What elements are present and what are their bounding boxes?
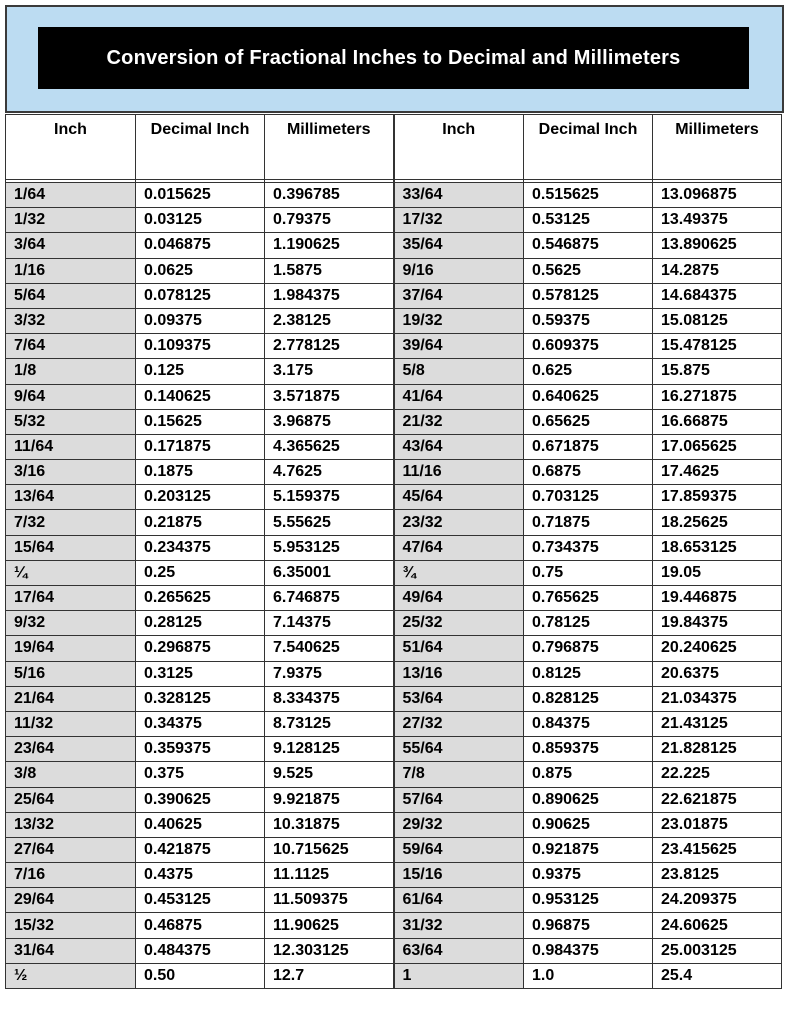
left-mm-cell: 0.79375: [265, 208, 394, 233]
right-inch-cell: 1: [394, 963, 524, 988]
right-decimal-cell: 0.671875: [524, 434, 653, 459]
right-decimal-cell: 0.640625: [524, 384, 653, 409]
left-decimal-cell: 0.09375: [136, 308, 265, 333]
left-mm-cell: 8.73125: [265, 711, 394, 736]
left-inch-cell: 1/64: [6, 183, 136, 208]
right-mm-cell: 25.003125: [653, 938, 782, 963]
left-mm-cell: 12.7: [265, 963, 394, 988]
right-decimal-cell: 0.609375: [524, 334, 653, 359]
left-inch-cell: 9/32: [6, 611, 136, 636]
left-inch-cell: 19/64: [6, 636, 136, 661]
right-mm-cell: 13.49375: [653, 208, 782, 233]
right-inch-cell: 21/32: [394, 409, 524, 434]
left-inch-cell: 11/32: [6, 711, 136, 736]
right-decimal-cell: 1.0: [524, 963, 653, 988]
table-row: [6, 409, 782, 434]
right-inch-cell: 51/64: [394, 636, 524, 661]
left-inch-cell: 9/64: [6, 384, 136, 409]
left-decimal-cell: 0.328125: [136, 686, 265, 711]
right-inch-cell: 61/64: [394, 888, 524, 913]
left-inch-cell: 15/64: [6, 535, 136, 560]
left-inch-cell: 7/16: [6, 863, 136, 888]
table-row: [6, 535, 782, 560]
left-inch-cell: 5/32: [6, 409, 136, 434]
left-mm-cell: 9.128125: [265, 737, 394, 762]
right-mm-cell: 20.240625: [653, 636, 782, 661]
right-inch-cell: 33/64: [394, 183, 524, 208]
left-inch-cell: 31/64: [6, 938, 136, 963]
right-inch-cell: 5/8: [394, 359, 524, 384]
left-inch-cell: 3/32: [6, 308, 136, 333]
right-decimal-cell: 0.546875: [524, 233, 653, 258]
right-mm-cell: 14.2875: [653, 258, 782, 283]
right-decimal-cell: 0.5625: [524, 258, 653, 283]
table-row: [6, 434, 782, 459]
right-inch-cell: 11/16: [394, 460, 524, 485]
left-inch-cell: 13/32: [6, 812, 136, 837]
right-mm-cell: 13.890625: [653, 233, 782, 258]
right-decimal-cell: 0.84375: [524, 711, 653, 736]
table-row: [6, 636, 782, 661]
left-decimal-cell: 0.046875: [136, 233, 265, 258]
table-row: [6, 485, 782, 510]
table-row: [6, 737, 782, 762]
left-inch-cell: 7/32: [6, 510, 136, 535]
left-inch-cell: 15/32: [6, 913, 136, 938]
right-decimal-cell: 0.890625: [524, 787, 653, 812]
right-inch-cell: 35/64: [394, 233, 524, 258]
right-mm-cell: 14.684375: [653, 283, 782, 308]
right-decimal-cell: 0.625: [524, 359, 653, 384]
left-mm-cell: 7.9375: [265, 661, 394, 686]
left-mm-cell: 3.175: [265, 359, 394, 384]
left-mm-cell: 9.525: [265, 762, 394, 787]
table-row: [6, 913, 782, 938]
left-decimal-cell: 0.34375: [136, 711, 265, 736]
right-inch-cell: 57/64: [394, 787, 524, 812]
right-decimal-cell: 0.578125: [524, 283, 653, 308]
left-mm-cell: 3.571875: [265, 384, 394, 409]
header-row: [6, 115, 782, 180]
left-decimal-cell: 0.46875: [136, 913, 265, 938]
right-decimal-cell: 0.734375: [524, 535, 653, 560]
left-inch-cell: 29/64: [6, 888, 136, 913]
right-mm-cell: 21.43125: [653, 711, 782, 736]
right-mm-cell: 17.859375: [653, 485, 782, 510]
left-mm-cell: 3.96875: [265, 409, 394, 434]
right-mm-cell: 20.6375: [653, 661, 782, 686]
left-decimal-cell: 0.125: [136, 359, 265, 384]
table-row: [6, 208, 782, 233]
right-decimal-cell: 0.859375: [524, 737, 653, 762]
right-decimal-cell: 0.65625: [524, 409, 653, 434]
left-inch-cell: 5/16: [6, 661, 136, 686]
header-decimal-right: Decimal Inch: [524, 115, 653, 180]
left-decimal-cell: 0.0625: [136, 258, 265, 283]
table-row: [6, 963, 782, 988]
left-inch-cell: 3/8: [6, 762, 136, 787]
right-mm-cell: 22.225: [653, 762, 782, 787]
right-inch-cell: 7/8: [394, 762, 524, 787]
table-row: [6, 510, 782, 535]
left-inch-cell: 25/64: [6, 787, 136, 812]
left-mm-cell: 1.190625: [265, 233, 394, 258]
left-mm-cell: 5.953125: [265, 535, 394, 560]
right-mm-cell: 15.08125: [653, 308, 782, 333]
left-mm-cell: 11.1125: [265, 863, 394, 888]
table-row: [6, 611, 782, 636]
left-inch-cell: 1/8: [6, 359, 136, 384]
right-mm-cell: 16.271875: [653, 384, 782, 409]
right-inch-cell: 53/64: [394, 686, 524, 711]
right-decimal-cell: 0.9375: [524, 863, 653, 888]
right-inch-cell: 49/64: [394, 586, 524, 611]
left-decimal-cell: 0.171875: [136, 434, 265, 459]
left-inch-cell: 27/64: [6, 837, 136, 862]
right-decimal-cell: 0.921875: [524, 837, 653, 862]
right-inch-cell: 59/64: [394, 837, 524, 862]
left-inch-cell: 23/64: [6, 737, 136, 762]
left-inch-cell: 3/16: [6, 460, 136, 485]
left-decimal-cell: 0.50: [136, 963, 265, 988]
left-mm-cell: 11.90625: [265, 913, 394, 938]
left-decimal-cell: 0.25: [136, 560, 265, 585]
left-mm-cell: 11.509375: [265, 888, 394, 913]
left-mm-cell: 5.55625: [265, 510, 394, 535]
left-inch-cell: ¼: [6, 560, 136, 585]
left-mm-cell: 7.540625: [265, 636, 394, 661]
left-decimal-cell: 0.21875: [136, 510, 265, 535]
page-title: Conversion of Fractional Inches to Decimal and Millimeters: [38, 27, 749, 89]
header-inch-right: Inch: [394, 115, 524, 180]
right-mm-cell: 17.065625: [653, 434, 782, 459]
right-inch-cell: 45/64: [394, 485, 524, 510]
right-decimal-cell: 0.796875: [524, 636, 653, 661]
right-inch-cell: ¾: [394, 560, 524, 585]
right-mm-cell: 16.66875: [653, 409, 782, 434]
left-inch-cell: 7/64: [6, 334, 136, 359]
table-row: [6, 888, 782, 913]
conversion-table: [5, 114, 782, 989]
table-row: [6, 837, 782, 862]
right-decimal-cell: 0.515625: [524, 183, 653, 208]
left-decimal-cell: 0.03125: [136, 208, 265, 233]
right-mm-cell: 21.828125: [653, 737, 782, 762]
left-mm-cell: 2.38125: [265, 308, 394, 333]
table-row: [6, 938, 782, 963]
table-row: [6, 661, 782, 686]
right-decimal-cell: 0.90625: [524, 812, 653, 837]
table-row: [6, 233, 782, 258]
left-decimal-cell: 0.15625: [136, 409, 265, 434]
left-decimal-cell: 0.203125: [136, 485, 265, 510]
table-row: [6, 787, 782, 812]
left-decimal-cell: 0.015625: [136, 183, 265, 208]
right-inch-cell: 23/32: [394, 510, 524, 535]
left-inch-cell: 3/64: [6, 233, 136, 258]
table-row: [6, 183, 782, 208]
right-decimal-cell: 0.875: [524, 762, 653, 787]
left-decimal-cell: 0.28125: [136, 611, 265, 636]
left-decimal-cell: 0.421875: [136, 837, 265, 862]
left-mm-cell: 5.159375: [265, 485, 394, 510]
table-row: [6, 586, 782, 611]
right-mm-cell: 15.478125: [653, 334, 782, 359]
table-row: [6, 711, 782, 736]
header-inch-left: Inch: [6, 115, 136, 180]
left-decimal-cell: 0.296875: [136, 636, 265, 661]
right-inch-cell: 29/32: [394, 812, 524, 837]
table-row: [6, 258, 782, 283]
left-decimal-cell: 0.390625: [136, 787, 265, 812]
right-inch-cell: 15/16: [394, 863, 524, 888]
left-mm-cell: 2.778125: [265, 334, 394, 359]
left-inch-cell: 17/64: [6, 586, 136, 611]
right-inch-cell: 9/16: [394, 258, 524, 283]
right-inch-cell: 19/32: [394, 308, 524, 333]
right-decimal-cell: 0.703125: [524, 485, 653, 510]
left-mm-cell: 1.5875: [265, 258, 394, 283]
right-inch-cell: 47/64: [394, 535, 524, 560]
right-mm-cell: 23.01875: [653, 812, 782, 837]
right-inch-cell: 55/64: [394, 737, 524, 762]
right-decimal-cell: 0.59375: [524, 308, 653, 333]
right-mm-cell: 18.653125: [653, 535, 782, 560]
left-mm-cell: 4.7625: [265, 460, 394, 485]
right-decimal-cell: 0.96875: [524, 913, 653, 938]
table-row: [6, 308, 782, 333]
table-row: [6, 560, 782, 585]
right-decimal-cell: 0.71875: [524, 510, 653, 535]
right-inch-cell: 63/64: [394, 938, 524, 963]
header-mm-left: Millimeters: [265, 115, 394, 180]
table-body: [6, 180, 782, 989]
right-inch-cell: 13/16: [394, 661, 524, 686]
header-mm-right: Millimeters: [653, 115, 782, 180]
table-row: [6, 359, 782, 384]
right-decimal-cell: 0.765625: [524, 586, 653, 611]
right-mm-cell: 19.05: [653, 560, 782, 585]
table-row: [6, 686, 782, 711]
right-mm-cell: 15.875: [653, 359, 782, 384]
left-inch-cell: 1/16: [6, 258, 136, 283]
right-mm-cell: 18.25625: [653, 510, 782, 535]
right-mm-cell: 24.209375: [653, 888, 782, 913]
right-mm-cell: 19.446875: [653, 586, 782, 611]
right-inch-cell: 41/64: [394, 384, 524, 409]
left-decimal-cell: 0.453125: [136, 888, 265, 913]
right-decimal-cell: 0.953125: [524, 888, 653, 913]
left-decimal-cell: 0.140625: [136, 384, 265, 409]
left-decimal-cell: 0.375: [136, 762, 265, 787]
left-inch-cell: ½: [6, 963, 136, 988]
right-decimal-cell: 0.78125: [524, 611, 653, 636]
table-row: [6, 283, 782, 308]
left-mm-cell: 1.984375: [265, 283, 394, 308]
left-mm-cell: 10.31875: [265, 812, 394, 837]
right-decimal-cell: 0.75: [524, 560, 653, 585]
right-mm-cell: 17.4625: [653, 460, 782, 485]
left-decimal-cell: 0.484375: [136, 938, 265, 963]
right-decimal-cell: 0.53125: [524, 208, 653, 233]
table-row: [6, 762, 782, 787]
right-mm-cell: 24.60625: [653, 913, 782, 938]
left-mm-cell: 12.303125: [265, 938, 394, 963]
left-inch-cell: 13/64: [6, 485, 136, 510]
left-mm-cell: 0.396785: [265, 183, 394, 208]
right-inch-cell: 17/32: [394, 208, 524, 233]
left-inch-cell: 11/64: [6, 434, 136, 459]
left-decimal-cell: 0.234375: [136, 535, 265, 560]
right-mm-cell: 25.4: [653, 963, 782, 988]
right-mm-cell: 23.415625: [653, 837, 782, 862]
left-inch-cell: 1/32: [6, 208, 136, 233]
left-mm-cell: 10.715625: [265, 837, 394, 862]
right-inch-cell: 43/64: [394, 434, 524, 459]
left-decimal-cell: 0.109375: [136, 334, 265, 359]
right-mm-cell: 19.84375: [653, 611, 782, 636]
left-decimal-cell: 0.078125: [136, 283, 265, 308]
left-mm-cell: 7.14375: [265, 611, 394, 636]
left-mm-cell: 6.746875: [265, 586, 394, 611]
right-mm-cell: 23.8125: [653, 863, 782, 888]
right-mm-cell: 22.621875: [653, 787, 782, 812]
left-decimal-cell: 0.359375: [136, 737, 265, 762]
right-inch-cell: 31/32: [394, 913, 524, 938]
table-row: [6, 384, 782, 409]
right-inch-cell: 39/64: [394, 334, 524, 359]
right-decimal-cell: 0.828125: [524, 686, 653, 711]
left-inch-cell: 5/64: [6, 283, 136, 308]
right-inch-cell: 27/32: [394, 711, 524, 736]
right-mm-cell: 21.034375: [653, 686, 782, 711]
right-decimal-cell: 0.984375: [524, 938, 653, 963]
left-decimal-cell: 0.3125: [136, 661, 265, 686]
left-mm-cell: 9.921875: [265, 787, 394, 812]
left-mm-cell: 6.35001: [265, 560, 394, 585]
header-decimal-left: Decimal Inch: [136, 115, 265, 180]
right-mm-cell: 13.096875: [653, 183, 782, 208]
table-row: [6, 460, 782, 485]
left-decimal-cell: 0.265625: [136, 586, 265, 611]
title-banner: [5, 5, 784, 113]
right-inch-cell: 37/64: [394, 283, 524, 308]
right-decimal-cell: 0.6875: [524, 460, 653, 485]
right-decimal-cell: 0.8125: [524, 661, 653, 686]
right-inch-cell: 25/32: [394, 611, 524, 636]
left-decimal-cell: 0.4375: [136, 863, 265, 888]
left-inch-cell: 21/64: [6, 686, 136, 711]
table-row: [6, 334, 782, 359]
left-decimal-cell: 0.1875: [136, 460, 265, 485]
left-mm-cell: 8.334375: [265, 686, 394, 711]
table-row: [6, 863, 782, 888]
left-mm-cell: 4.365625: [265, 434, 394, 459]
left-decimal-cell: 0.40625: [136, 812, 265, 837]
table-row: [6, 812, 782, 837]
